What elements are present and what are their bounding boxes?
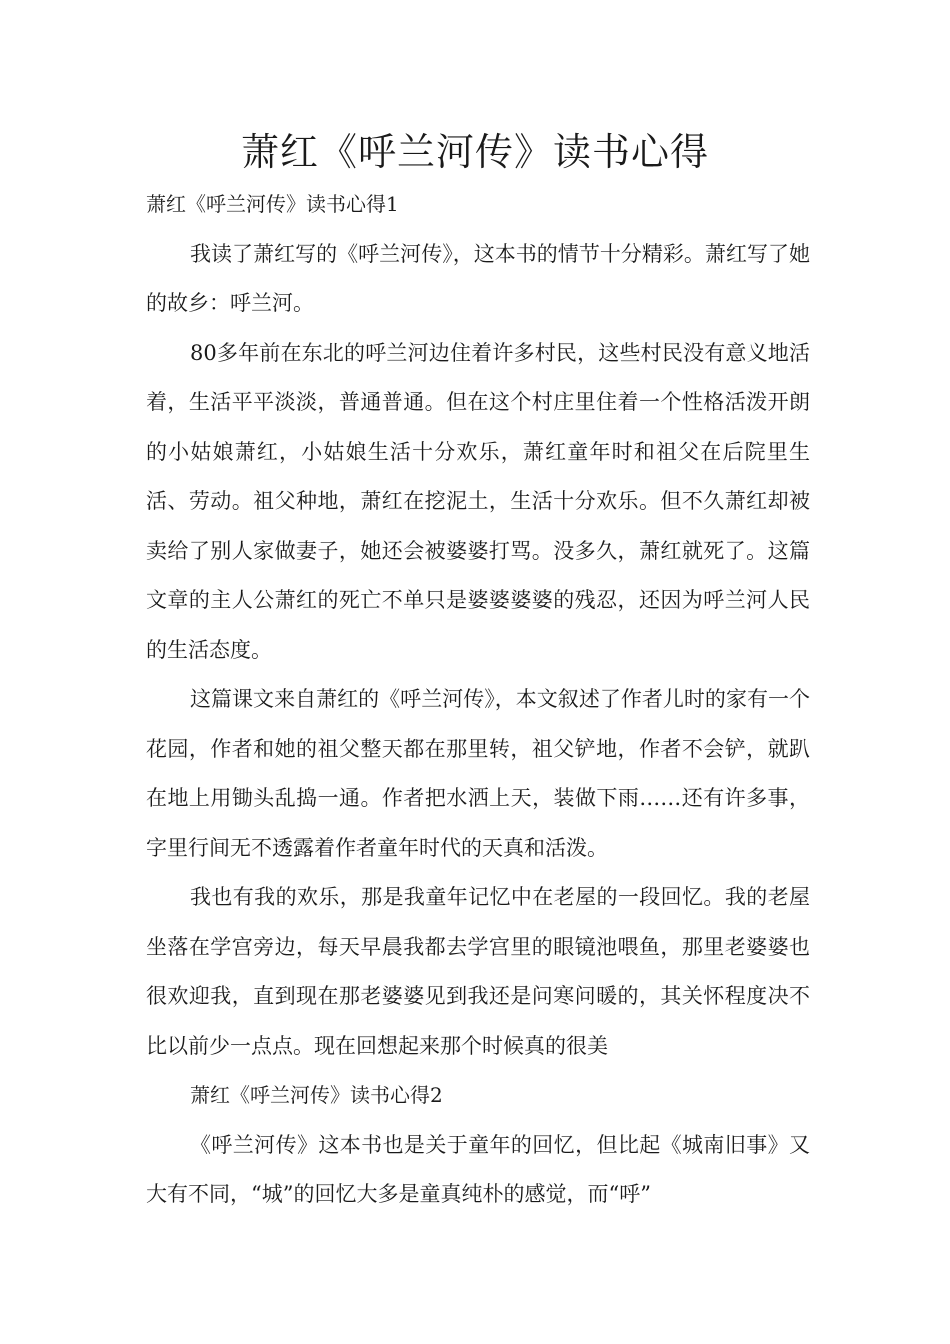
section-heading-2: 萧红《呼兰河传》读书心得2 [190,1083,443,1107]
paragraph: 这篇课文来自萧红的《呼兰河传》，本文叙述了作者儿时的家有一个花园，作者和她的祖父整天都在那里转，祖父铲地，作者不会铲，就趴在地上用锄头乱捣一通。作者把水洒上天，装做下雨……还有许多事，字里行间无不透露着作者童年时代的天真和活泼。 [146,687,810,860]
paragraph: 80多年前在东北的呼兰河边住着许多村民，这些村民没有意义地活着，生活平平淡淡，普通普通。但在这个村庄里住着一个性格活泼开朗的小姑娘萧红，小姑娘生活十分欢乐，萧红童年时和祖父在后院里生活、劳动。祖父种地，萧红在挖泥土，生活十分欢乐。但不久萧红却被卖给了别人家做妻子，她还会被婆婆打骂。没多久，萧红就死了。这篇文章的主人公萧红的死亡不单只是婆婆婆婆的残忍，还因为呼兰河人民的生活态度。 [146,340,810,662]
paragraph: 我也有我的欢乐，那是我童年记忆中在老屋的一段回忆。我的老屋坐落在学宫旁边，每天早晨我都去学宫里的眼镜池喂鱼，那里老婆婆也很欢迎我，直到现在那老婆婆见到我还是问寒问暖的，其关怀程度决不比以前少一点点。现在回想起来那个时候真的很美 [146,885,810,1058]
document-body [146,180,810,1220]
section-heading-1: 萧红《呼兰河传》读书心得1 [146,192,399,216]
paragraph: 《呼兰河传》这本书也是关于童年的回忆，但比起《城南旧事》又大有不同，“城”的回忆大多是童真纯朴的感觉，而“呼” [146,1132,810,1206]
document-title: 萧红《呼兰河传》读书心得 [240,130,709,174]
paragraph: 我读了萧红写的《呼兰河传》，这本书的情节十分精彩。萧红写了她的故乡：呼兰河。 [146,241,810,315]
